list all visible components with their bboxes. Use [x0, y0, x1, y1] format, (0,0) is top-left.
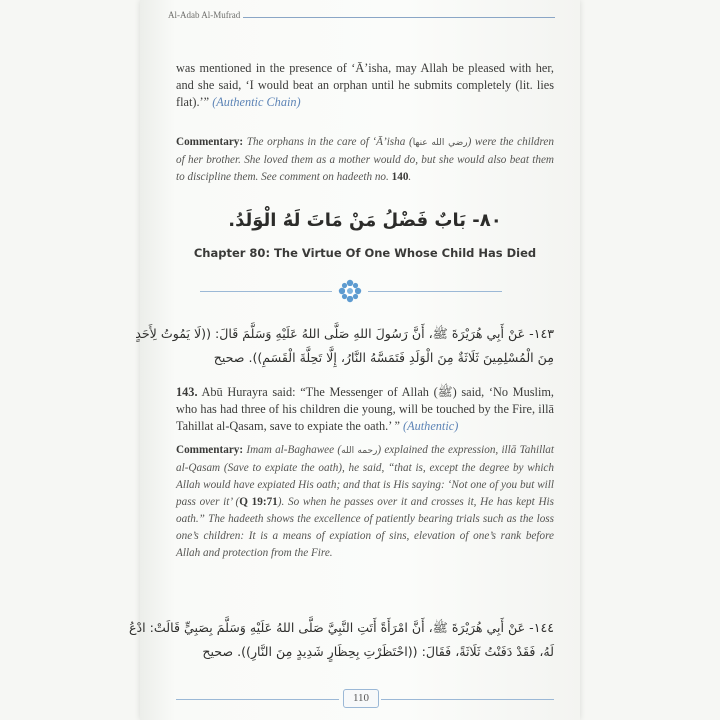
hadith-text: “The Messenger of Allah (ﷺ) said, ‘No Muslim, who has had three of his children die young, will be touched by the Fire, illā Tahillat al-Qasam, save to expiate the oath.’ ”	[176, 385, 554, 434]
running-head: Al-Adab Al-Mufrad	[168, 10, 241, 20]
commentary-1	[176, 134, 554, 186]
chapter-title-arabic: ٨٠- بَابٌ فَضْلُ مَنْ مَاتَ لَهُ الْوَلَدُ.	[228, 210, 502, 231]
hadith-143-arabic-line-1: ١٤٣- عَنْ أَبِي هُرَيْرَةَ ﷺ، أَنَّ رَسُولَ اللهِ صَلَّى اللهُ عَلَيْهِ وَسَلَّمَ قَالَ: ((لَا يَمُوتُ لِأَحَدٍ	[135, 326, 554, 341]
hadith-144-arabic-line-1: ١٤٤- عَنْ أَبِي هُرَيْرَةَ ﷺ، أَنَّ امْرَأَةً أَتَتِ النَّبِيَّ صَلَّى اللهُ عَلَيْهِ وَسَلَّمَ بِصَبِيٍّ قَالَتْ: ادْعُ	[129, 620, 554, 635]
floral-medallion-icon	[338, 279, 362, 303]
top-paragraph	[176, 60, 554, 112]
honorific-radiya: رضي الله عنها	[412, 138, 468, 148]
hadith-143-arabic	[135, 322, 554, 370]
hadeeth-ref: 140	[391, 171, 409, 183]
commentary-label: Commentary:	[176, 444, 244, 456]
hadith-number: 143.	[176, 385, 198, 399]
authentic-chain-grade: (Authentic Chain)	[212, 95, 301, 110]
header-rule	[243, 17, 555, 18]
commentary-text: The orphans in the care of ‘Ā’isha (	[246, 136, 413, 148]
top-paragraph-text: was mentioned in the presence of ‘Ā’isha, may Allah be pleased with her, and she said, ‘I would beat an orphan until he submits completely (lit. lies flat).’”	[176, 61, 554, 110]
hadith-143-translation	[176, 384, 554, 436]
commentary-text-2: ) were the children of her brother. She loved them as a mother would do, but she would also beat them to discipline them. See comment on hadeeth no.	[176, 136, 554, 183]
book-page	[129, 0, 580, 720]
ornament-rule-right	[368, 291, 502, 292]
honorific-rahimahullah: رحمه الله	[341, 446, 378, 456]
commentary-2	[176, 442, 554, 562]
footer-rule-left	[176, 699, 339, 700]
footer-rule-right	[381, 699, 554, 700]
hadith-144-arabic-line-2: لَهُ، فَقَدْ دَفَنْتُ ثَلَاثَةً، فَقَالَ: ((احْتَظَرْتِ بِحِظَارٍ شَدِيدٍ مِنَ النَّارِ)). صحيح	[202, 644, 554, 659]
ornament-rule-left	[200, 291, 332, 292]
chapter-title-english: Chapter 80: The Virtue Of One Whose Child Has Died	[193, 246, 537, 260]
commentary-label: Commentary:	[176, 136, 244, 148]
hadith-144-arabic	[129, 616, 554, 664]
page-number: 110	[343, 689, 379, 708]
commentary-text-2: ) explained the expression, illā Tahillat al-Qasam (Save to expiate the oath), he said, “that is, except the degree by which Allah would have expiated His oath; and that is His saying: ‘Not one of you but will pass over it’ (	[176, 444, 555, 508]
quran-reference: Q 19:71	[239, 496, 278, 508]
commentary-end: .	[408, 171, 412, 183]
commentary-text: Imam al-Baghawee (	[246, 444, 342, 456]
narrator: Abū Hurayra said:	[201, 385, 296, 399]
authentic-grade: (Authentic)	[403, 419, 459, 434]
commentary-text-3: ). So when he passes over it and crosses it, He has kept His oath.” The hadeeth shows the excellence of patiently bearing trials such as the loss one’s children: It is a means of expiation of sins, elevation of one’s rank before Allah and protection from the Fire.	[176, 496, 554, 559]
hadith-143-arabic-line-2: مِنَ الْمُسْلِمِينَ ثَلَاثَةٌ مِنَ الْوَلَدِ فَتَمَسَّهُ النَّارُ، إِلَّا تَحِلَّةَ الْقَسَمِ)). صحيح	[213, 350, 554, 365]
